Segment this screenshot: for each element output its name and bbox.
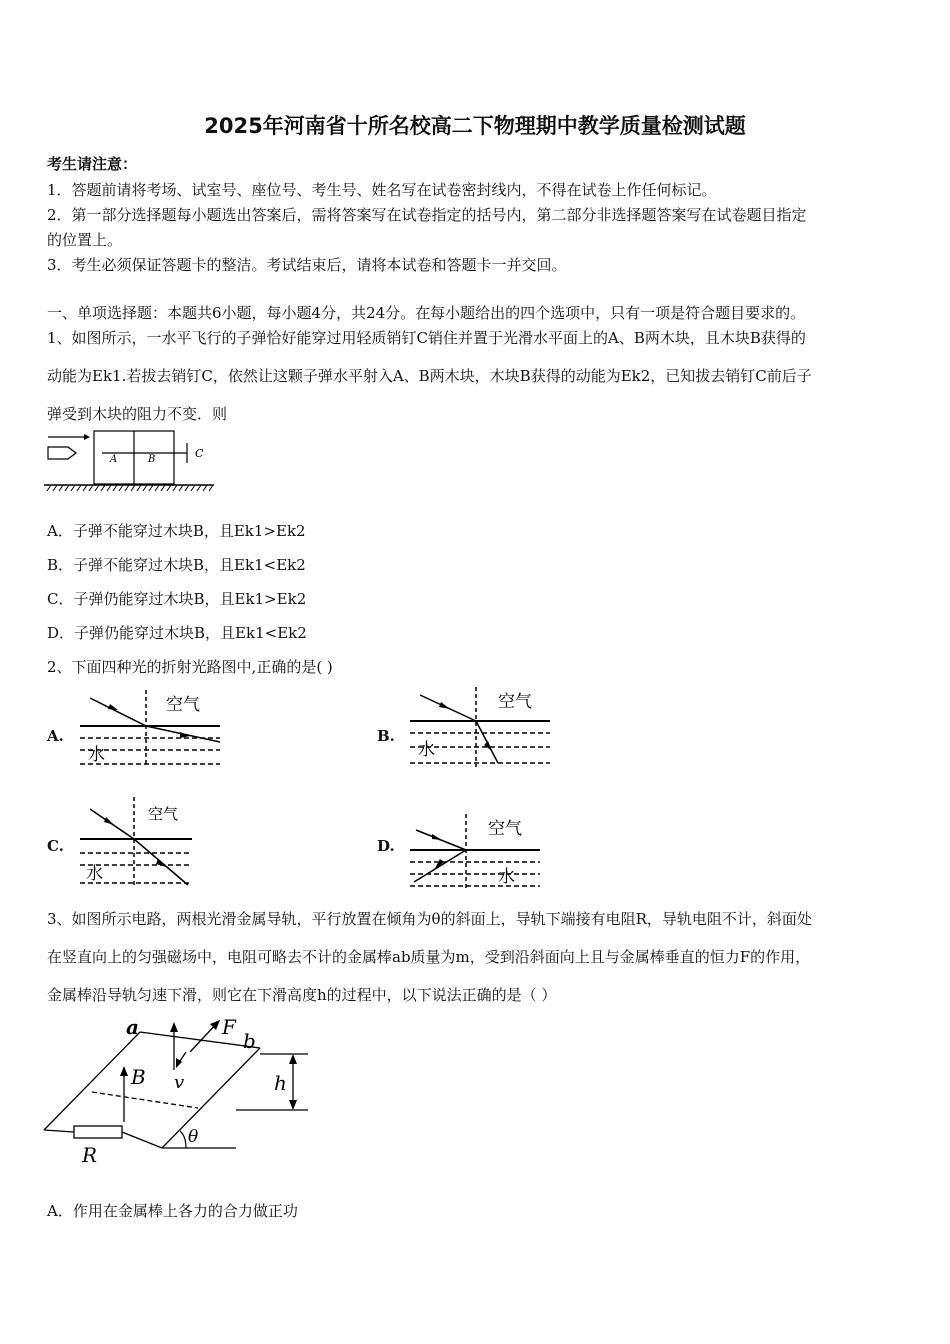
- q1-option-c[interactable]: C．子弹仍能穿过木块B，且Ek1>Ek2: [47, 590, 307, 608]
- air-label-d: 空气: [488, 819, 522, 839]
- rod-end-b-label: b: [243, 1029, 256, 1053]
- q2-label-a[interactable]: A.: [47, 727, 64, 745]
- block-b-label: B: [148, 454, 156, 465]
- resistor-r-label: R: [82, 1143, 98, 1167]
- section-heading: 一、单项选择题：本题共6小题，每小题4分，共24分。在每小题给出的四个选项中，只有一项是符合题目要求的。: [47, 304, 806, 322]
- q1-line-3: 弹受到木块的阻力不变．则: [47, 405, 228, 423]
- q1-line-2: 动能为Ek1.若拔去销钉C，依然让这颗子弹水平射入A、B两木块，木块B获得的动能为Ek2，已知拔去销钉C前后子: [47, 367, 812, 385]
- q2-label-d[interactable]: D.: [377, 837, 395, 855]
- q2-diagram-c[interactable]: [78, 795, 198, 890]
- q3-line-2: 在竖直向上的匀强磁场中，电阻可略去不计的金属棒ab质量为m，受到沿斜面向上且与金属棒垂直的恒力F的作用，: [47, 948, 811, 966]
- q2-diagram-d[interactable]: [408, 812, 543, 890]
- notice-item-2: 2．第一部分选择题每小题选出答案后，需将答案写在试卷指定的括号内，第二部分非选择题答案写在试卷题目指定: [47, 206, 807, 224]
- field-b-label: B: [131, 1065, 146, 1089]
- air-label-b: 空气: [498, 692, 532, 712]
- q3-line-1: 3、如图所示电路，两根光滑金属导轨，平行放置在倾角为θ的斜面上，导轨下端接有电阻R，导轨电阻不计，斜面处: [47, 910, 812, 928]
- ground-hatch: [47, 485, 213, 491]
- q2-label-c[interactable]: C.: [47, 837, 64, 855]
- q3-line-3: 金属棒沿导轨匀速下滑，则它在下滑高度h的过程中，以下说法正确的是（ ）: [47, 986, 557, 1004]
- rod-end-a-label: a: [126, 1015, 139, 1039]
- q1-option-a[interactable]: A．子弹不能穿过木块B，且Ek1>Ek2: [47, 522, 306, 540]
- velocity-v-label: v: [174, 1072, 185, 1093]
- q1-option-b[interactable]: B．子弹不能穿过木块B，且Ek1<Ek2: [47, 556, 306, 574]
- water-label-a: 水: [88, 745, 105, 765]
- q2-diagram-b[interactable]: [408, 685, 553, 770]
- notice-heading: 考生请注意：: [47, 155, 138, 173]
- notice-item-3: 3．考生必须保证答题卡的整洁。考试结束后，请将本试卷和答题卡一并交回。: [47, 256, 567, 274]
- pin-c-label: C: [195, 447, 204, 460]
- notice-item-2-cont: 的位置上。: [47, 231, 123, 249]
- water-label-b: 水: [418, 740, 435, 760]
- q2-diagram-a[interactable]: [78, 688, 228, 770]
- water-label-c: 水: [86, 864, 103, 884]
- block-a-label: A: [110, 454, 118, 465]
- page-title: 2025年河南省十所名校高二下物理期中教学质量检测试题: [204, 114, 746, 138]
- height-h-label: h: [274, 1071, 287, 1095]
- q1-option-d[interactable]: D．子弹仍能穿过木块B，且Ek1<Ek2: [47, 624, 307, 642]
- water-label-d: 水: [498, 867, 515, 887]
- air-label-c: 空气: [148, 805, 179, 823]
- angle-theta-label: θ: [188, 1127, 199, 1147]
- q1-figure: [44, 428, 219, 494]
- q3-option-a[interactable]: A．作用在金属棒上各力的合力做正功: [47, 1202, 298, 1220]
- q2-label-b[interactable]: B.: [377, 727, 395, 745]
- q3-figure: [40, 1012, 315, 1172]
- notice-item-1: 1．答题前请将考场、试室号、座位号、考生号、姓名写在试卷密封线内，不得在试卷上作任何标记。: [47, 181, 717, 199]
- air-label-a: 空气: [166, 695, 200, 715]
- force-f-label: F: [222, 1015, 236, 1039]
- q2-stem: 2、下面四种光的折射光路图中,正确的是( ): [47, 658, 333, 676]
- q1-line-1: 1、如图所示，一水平飞行的子弹恰好能穿过用轻质销钉C销住并置于光滑水平面上的A、B两木块，且木块B获得的: [47, 329, 806, 347]
